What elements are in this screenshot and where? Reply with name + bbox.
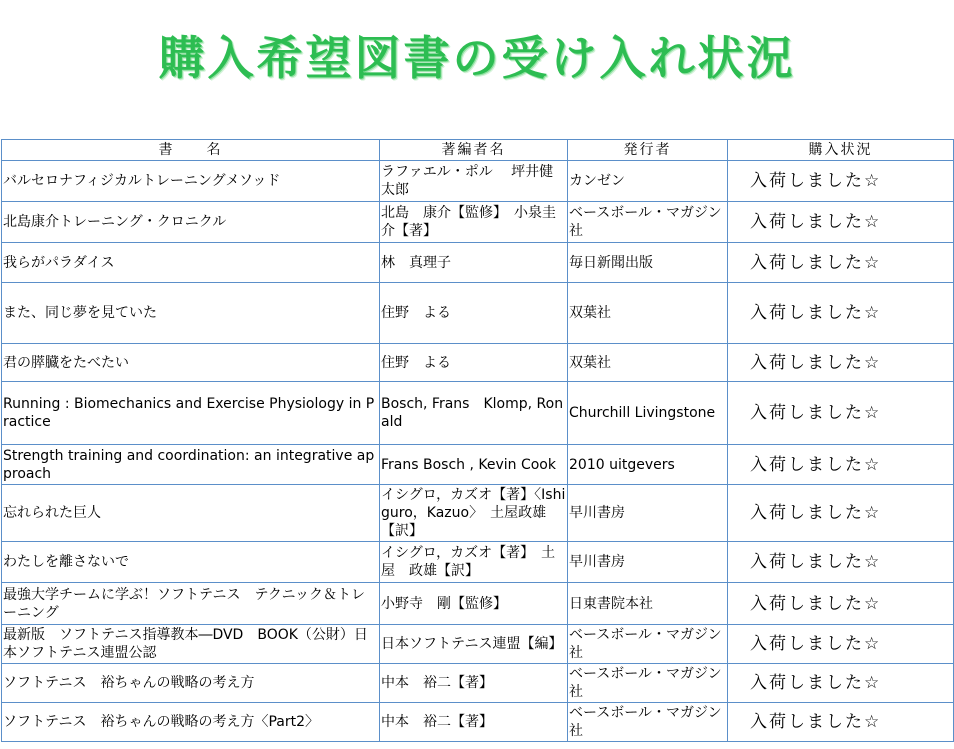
- book-status: 入荷しました☆: [728, 161, 954, 202]
- book-title: わたしを離さないで: [2, 542, 380, 583]
- table-row: [2, 382, 954, 445]
- book-author: Frans Bosch , Kevin Cook: [380, 445, 568, 485]
- book-title: 我らがパラダイス: [2, 243, 380, 283]
- table-row: [2, 202, 954, 243]
- table-row: [2, 703, 954, 742]
- book-status: 入荷しました☆: [728, 202, 954, 243]
- book-status: 入荷しました☆: [728, 542, 954, 583]
- table-row: [2, 161, 954, 202]
- book-title: ソフトテニス 裕ちゃんの戦略の考え方〈Part2〉: [2, 703, 380, 742]
- book-title: 北島康介トレーニング・クロニクル: [2, 202, 380, 243]
- book-author: 中本 裕二【著】: [380, 703, 568, 742]
- book-title: Strength training and coordination: an integrative approach: [2, 445, 380, 485]
- book-title: また、同じ夢を見ていた: [2, 283, 380, 344]
- table-row: [2, 625, 954, 664]
- book-title: ソフトテニス 裕ちゃんの戦略の考え方: [2, 664, 380, 703]
- book-status: 入荷しました☆: [728, 664, 954, 703]
- book-publisher: 日東書院本社: [568, 583, 728, 625]
- book-author: ラファエル・ポル 坪井健太郎: [380, 161, 568, 202]
- book-publisher: ベースボール・マガジン社: [568, 703, 728, 742]
- book-publisher: 2010 uitgevers: [568, 445, 728, 485]
- book-author: イシグロ，カズオ【著】〈Ishiguro，Kazuo〉 土屋政雄【訳】: [380, 485, 568, 542]
- book-publisher: 毎日新聞出版: [568, 243, 728, 283]
- book-publisher: 早川書房: [568, 485, 728, 542]
- table-row: [2, 344, 954, 382]
- book-status: 入荷しました☆: [728, 485, 954, 542]
- table-row: [2, 283, 954, 344]
- book-status: 入荷しました☆: [728, 625, 954, 664]
- book-title: バルセロナフィジカルトレーニングメソッド: [2, 161, 380, 202]
- book-author: 住野 よる: [380, 344, 568, 382]
- header-status: 購入状況: [728, 140, 954, 161]
- book-status: 入荷しました☆: [728, 445, 954, 485]
- book-status: 入荷しました☆: [728, 243, 954, 283]
- header-title: 書 名: [2, 140, 380, 161]
- table-header-row: [2, 140, 954, 161]
- table-row: [2, 243, 954, 283]
- book-publisher: ベースボール・マガジン社: [568, 625, 728, 664]
- page-title: 購入希望図書の受け入れ状況: [158, 31, 796, 85]
- book-status: 入荷しました☆: [728, 283, 954, 344]
- table-row: [2, 583, 954, 625]
- header-publisher: 発行者: [568, 140, 728, 161]
- book-author: 北島 康介【監修】 小泉圭介【著】: [380, 202, 568, 243]
- table-row: [2, 485, 954, 542]
- book-publisher: ベースボール・マガジン社: [568, 202, 728, 243]
- book-title: 最強大学チームに学ぶ！ソフトテニス テクニック＆トレーニング: [2, 583, 380, 625]
- book-title: Running : Biomechanics and Exercise Physiology in Practice: [2, 382, 380, 445]
- book-author: 小野寺 剛【監修】: [380, 583, 568, 625]
- book-author: 日本ソフトテニス連盟【編】: [380, 625, 568, 664]
- header-author: 著編者名: [380, 140, 568, 161]
- book-author: 住野 よる: [380, 283, 568, 344]
- acquisition-table: [1, 139, 954, 742]
- book-status: 入荷しました☆: [728, 382, 954, 445]
- book-title: 君の膵臓をたべたい: [2, 344, 380, 382]
- book-author: 林 真理子: [380, 243, 568, 283]
- book-status: 入荷しました☆: [728, 703, 954, 742]
- book-publisher: カンゼン: [568, 161, 728, 202]
- book-publisher: ベースボール・マガジン社: [568, 664, 728, 703]
- book-title: 忘れられた巨人: [2, 485, 380, 542]
- book-author: Bosch, Frans Klomp, Ronald: [380, 382, 568, 445]
- table-row: [2, 542, 954, 583]
- book-publisher: 双葉社: [568, 344, 728, 382]
- book-author: イシグロ，カズオ【著】 土屋 政雄【訳】: [380, 542, 568, 583]
- book-title: 最新版 ソフトテニス指導教本―DVD BOOK（公財）日本ソフトテニス連盟公認: [2, 625, 380, 664]
- book-status: 入荷しました☆: [728, 583, 954, 625]
- book-status: 入荷しました☆: [728, 344, 954, 382]
- book-author: 中本 裕二【著】: [380, 664, 568, 703]
- book-publisher: 双葉社: [568, 283, 728, 344]
- table-row: [2, 664, 954, 703]
- book-publisher: Churchill Livingstone: [568, 382, 728, 445]
- table-row: [2, 445, 954, 485]
- book-publisher: 早川書房: [568, 542, 728, 583]
